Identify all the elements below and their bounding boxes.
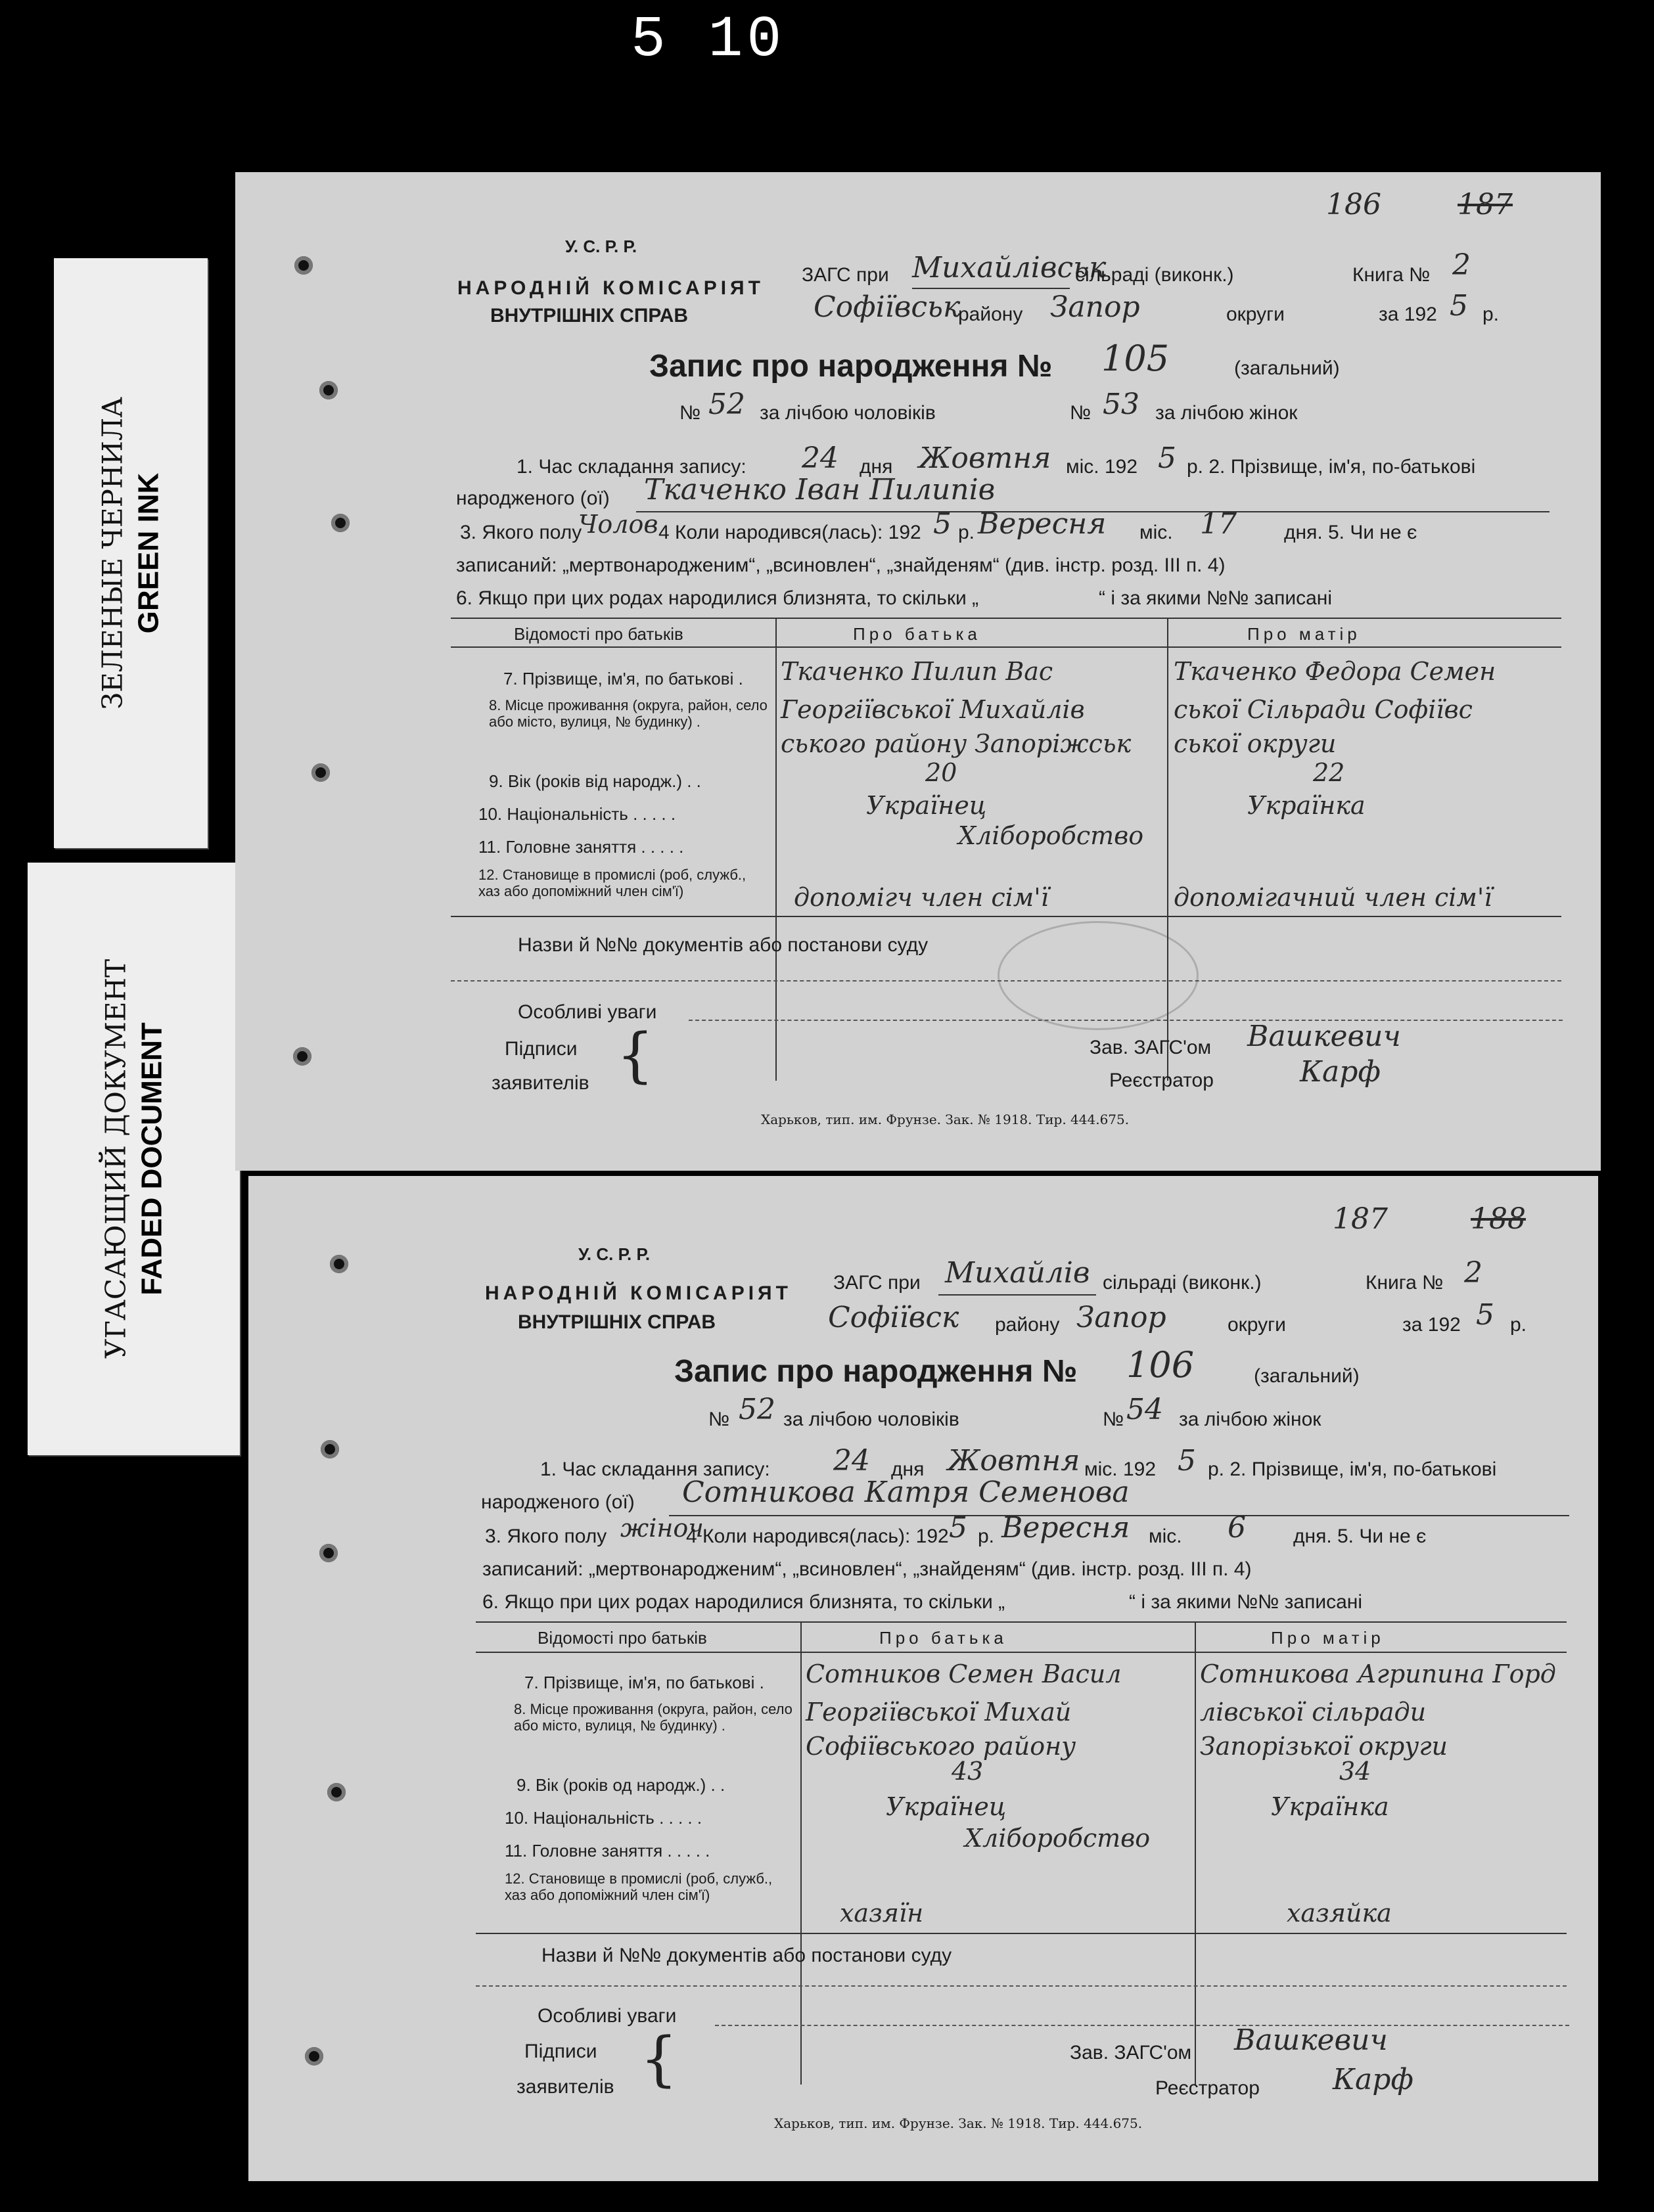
table-divider (800, 1621, 802, 2085)
book-value: 2 (1464, 1256, 1482, 1290)
rayon-label: району (995, 1314, 1060, 1336)
docs-line (476, 1985, 1567, 1987)
row8-label: 8. Місце проживання (округа, район, село або місто, вулиця, № будинку) . (489, 697, 768, 730)
col-mother: Про матір (1247, 624, 1361, 644)
selsovet-value: Михайлів (945, 1256, 1090, 1290)
male-count-label: за лічбою чоловіків (760, 402, 936, 424)
row10-label: 10. Національність . . . . . (478, 804, 676, 824)
zags-label: ЗАГС при (802, 264, 889, 286)
year-label: за 192 (1402, 1314, 1461, 1336)
table-bottom-line (451, 916, 1561, 917)
year-value: 5 (1450, 289, 1468, 323)
sign-label-2: заявителів (492, 1072, 589, 1094)
col-info: Відомості про батьків (514, 624, 683, 644)
registrar-label: Реєстратор (1109, 1070, 1214, 1091)
newborn-name: Сотникова Катря Семенова (682, 1476, 1130, 1509)
row7-label: 7. Прізвище, ім'я, по батькові . (503, 669, 743, 688)
line3-label-d: міс. (1149, 1525, 1182, 1547)
row7-label: 7. Прізвище, ім'я, по батькові . (524, 1673, 764, 1692)
table-header-line (451, 646, 1561, 648)
rayon-value: Софіївск (828, 1301, 959, 1334)
birth-month: Вересня (978, 507, 1107, 541)
father-place-2: ського району Запоріжськ (781, 729, 1132, 758)
faded-stamp (998, 921, 1199, 1030)
row9-label: 9. Вік (років од народж.) . . (517, 1775, 725, 1795)
sign-label-1: Підписи (524, 2041, 597, 2062)
line1-label-d: р. 2. Прізвище, ім'я, по-батькові (1208, 1458, 1497, 1480)
male-no-value: 52 (739, 1393, 775, 1426)
commissariat-line-2: ВНУТРІШНІХ СПРАВ (518, 1311, 716, 1333)
sign-brace: { (616, 1021, 655, 1090)
newborn-label: народженого (ої) (481, 1491, 635, 1513)
notes-label: Особливі уваги (518, 1001, 657, 1023)
father-place-1: Георгіївської Михай (806, 1698, 1072, 1727)
punch-hole (327, 1783, 346, 1801)
female-count-label: за лічбою жінок (1179, 1409, 1321, 1430)
okrug-value: Запор (1050, 290, 1140, 324)
printer-line: Харьков, тип. им. Фрунзе. Зак. № 1918. Тир. 444.675. (761, 1112, 1130, 1127)
page-number-old: 187 (1333, 1202, 1388, 1236)
okrug-label: округи (1226, 304, 1285, 325)
selsovet-label: сільраді (виконк.) (1103, 1272, 1262, 1294)
mother-place-1: лівської сільради (1200, 1698, 1427, 1727)
female-no-value: 54 (1126, 1393, 1163, 1426)
commissariat-line-2: ВНУТРІШНІХ СПРАВ (490, 305, 689, 327)
book-value: 2 (1452, 248, 1471, 282)
line1-label-a: 1. Час складання запису: (540, 1458, 770, 1480)
reg-month: Жовтня (919, 441, 1051, 475)
line3-label-a: 3. Якого полу (485, 1525, 607, 1547)
mother-place-2: Запорізької округи (1200, 1732, 1448, 1761)
line3-label-c: р. (958, 522, 975, 543)
head-signature: Вашкевич (1234, 2023, 1388, 2057)
father-age: 20 (925, 758, 957, 787)
sign-label-1: Підписи (505, 1038, 578, 1060)
head-signature: Вашкевич (1247, 1020, 1401, 1053)
row11-label: 11. Головне заняття . . . . . (478, 837, 684, 857)
reg-year: 5 (1178, 1444, 1196, 1478)
sign-label-2: заявителів (517, 2076, 614, 2098)
punch-hole (319, 1544, 338, 1562)
faded-document-label (28, 863, 240, 1455)
reg-year: 5 (1158, 441, 1176, 475)
ussr-header: У. С. Р. Р. (578, 1244, 651, 1264)
label-en: GREEN INK (131, 472, 164, 634)
row8-label: 8. Місце проживання (округа, район, село або місто, вулиця, № будинку) . (514, 1701, 793, 1734)
mother-name: Ткаченко Федора Семен (1174, 657, 1496, 686)
newborn-label: народженого (ої) (456, 487, 610, 509)
birth-month: Вересня (1001, 1511, 1130, 1545)
line3-label-d: міс. (1139, 522, 1173, 543)
selsovet-label: сільраді (виконк.) (1075, 264, 1234, 286)
punch-hole (321, 1440, 339, 1458)
punch-hole (293, 1047, 311, 1066)
green-ink-label (54, 258, 208, 848)
mother-age: 34 (1339, 1757, 1371, 1786)
birth-day: 6 (1228, 1511, 1246, 1545)
birth-record-card-1 (235, 172, 1601, 1171)
table-top-line (476, 1621, 1567, 1623)
col-mother: Про матір (1271, 1628, 1385, 1648)
father-status: хазяїн (840, 1899, 924, 1928)
notes-line (715, 2025, 1569, 2026)
table-bottom-line (476, 1933, 1567, 1934)
selsovet-value: Михайлівськ (912, 251, 1107, 284)
year-suffix: р. (1482, 304, 1500, 325)
mother-place-2: ської округи (1174, 729, 1337, 758)
punch-hole (305, 2047, 323, 2065)
rayon-label: району (958, 304, 1023, 325)
page-number-new: 188 (1471, 1202, 1526, 1236)
reg-day: 24 (802, 441, 838, 475)
mother-place-1: ської Сільради Софіївс (1174, 695, 1473, 724)
line1-label-a: 1. Час складання запису: (517, 456, 747, 478)
occupation: Хліборобство (965, 1824, 1151, 1853)
mother-name: Сотникова Агрипина Горд (1200, 1659, 1556, 1688)
mother-nationality: Українка (1271, 1792, 1389, 1821)
mother-status: хазяйка (1287, 1899, 1392, 1928)
line5-label-b: “ і за якими №№ записані (1129, 1591, 1363, 1613)
sign-brace: { (640, 2025, 678, 2094)
line3-label-a: 3. Якого полу (460, 522, 582, 543)
father-name: Сотников Семен Васил (806, 1659, 1122, 1688)
printer-line: Харьков, тип. им. Фрунзе. Зак. № 1918. Тир. 444.675. (774, 2115, 1143, 2131)
record-title: Запис про народження № (649, 349, 1053, 384)
page-number-new: 187 (1458, 188, 1513, 221)
father-nationality: Українец (886, 1792, 1007, 1821)
col-father: Про батька (853, 624, 981, 644)
mother-status: допомігачний член сім'ї (1174, 883, 1492, 912)
mother-nationality: Українка (1247, 791, 1366, 820)
birth-day: 17 (1200, 507, 1237, 541)
year-value: 5 (1476, 1298, 1494, 1332)
line3-label-e: дня. 5. Чи не є (1293, 1525, 1427, 1547)
line1-label-c: міс. 192 (1084, 1458, 1157, 1480)
line1-label-d: р. 2. Прізвище, ім'я, по-батькові (1187, 456, 1476, 478)
line3-label-b: 4 Коли народився(лась): 192 (686, 1525, 949, 1547)
father-age: 43 (952, 1757, 984, 1786)
father-place-1: Георгіївської Михайлів (781, 695, 1085, 724)
female-no-label: № (1103, 1409, 1124, 1430)
registrar-signature: Карф (1300, 1055, 1381, 1089)
record-title: Запис про народження № (674, 1354, 1078, 1389)
father-status: допомігч член сім'ї (794, 883, 1049, 912)
punch-hole (331, 514, 350, 532)
line4-label: записаний: „мертвонародженим“, „всиновлен“, „знайденям“ (див. інстр. розд. III п. 4) (456, 554, 1226, 576)
ussr-header: У. С. Р. Р. (565, 237, 637, 256)
commissariat-line-1: НАРОДНІЙ КОМІСАРІЯТ (457, 277, 764, 299)
label-en: FADED DOCUMENT (135, 1022, 168, 1296)
punch-hole (311, 763, 330, 782)
row12-label: 12. Становище в промислі (роб, служб., хаз або допоміжний член сім'ї) (478, 867, 747, 899)
record-number: 106 (1126, 1344, 1195, 1386)
table-header-line (476, 1652, 1567, 1653)
birth-year: 5 (933, 507, 952, 541)
registrar-signature: Карф (1333, 2063, 1413, 2096)
notes-label: Особливі уваги (538, 2005, 677, 2027)
father-place-2: Софіївського району (806, 1732, 1076, 1761)
punch-hole (330, 1255, 348, 1273)
general-label: (загальний) (1234, 357, 1340, 379)
birth-record-card-2 (248, 1176, 1598, 2181)
punch-hole (319, 381, 338, 399)
commissariat-line-1: НАРОДНІЙ КОМІСАРІЯТ (485, 1282, 792, 1304)
label-ru: УГАСАЮЩИЙ ДОКУМЕНТ (99, 959, 131, 1359)
sex-value: жіноч (620, 1514, 704, 1543)
line5-label-b: “ і за якими №№ записані (1099, 587, 1333, 609)
punch-hole (294, 256, 313, 275)
male-count-label: за лічбою чоловіків (783, 1409, 959, 1430)
row9-label: 9. Вік (років від народж.) . . (489, 771, 701, 791)
docs-label: Назви й №№ документів або постанови суду (541, 1945, 952, 1966)
line3-label-b: 4 Коли народився(лась): 192 (658, 522, 921, 543)
selsovet-line (912, 288, 1070, 289)
reg-day: 24 (833, 1444, 870, 1478)
row10-label: 10. Національність . . . . . (505, 1808, 702, 1828)
reg-month: Жовтня (948, 1444, 1080, 1478)
head-label: Зав. ЗАГС'ом (1090, 1037, 1212, 1058)
head-label: Зав. ЗАГС'ом (1070, 2042, 1192, 2064)
label-ru: ЗЕЛЕНЫЕ ЧЕРНИЛА (96, 397, 129, 710)
line1-label-b: дня (860, 456, 893, 478)
notes-line (689, 1020, 1563, 1021)
book-label: Книга № (1352, 264, 1431, 286)
female-no-value: 53 (1103, 388, 1139, 421)
mother-age: 22 (1313, 758, 1345, 787)
selsovet-line (938, 1294, 1096, 1296)
occupation: Хліборобство (958, 821, 1144, 850)
table-divider (1195, 1621, 1196, 2085)
line5-label-a: 6. Якщо при цих родах народилися близнята, то скільки „ (456, 587, 979, 609)
rayon-value: Софіївськ (814, 290, 961, 324)
okrug-value: Запор (1076, 1301, 1166, 1334)
year-suffix: р. (1510, 1314, 1527, 1336)
book-label: Книга № (1366, 1272, 1444, 1294)
line3-label-c: р. (978, 1525, 995, 1547)
year-label: за 192 (1379, 304, 1437, 325)
line5-label-a: 6. Якщо при цих родах народилися близнята, то скільки „ (482, 1591, 1005, 1613)
archive-number: 5 10 (631, 8, 786, 73)
newborn-name: Ткаченко Іван Пилипів (644, 473, 996, 507)
table-top-line (451, 618, 1561, 619)
birth-year: 5 (949, 1511, 967, 1545)
male-no-label: № (708, 1409, 730, 1430)
female-count-label: за лічбою жінок (1155, 402, 1298, 424)
line3-label-e: дня. 5. Чи не є (1284, 522, 1417, 543)
father-name: Ткаченко Пилип Вас (781, 657, 1053, 686)
general-label: (загальний) (1254, 1365, 1360, 1387)
line1-label-c: міс. 192 (1066, 456, 1138, 478)
male-no-label: № (679, 402, 701, 424)
female-no-label: № (1070, 402, 1091, 424)
line4-label: записаний: „мертвонародженим“, „всиновлен“, „знайденям“ (див. інстр. розд. III п. 4) (482, 1558, 1252, 1580)
male-no-value: 52 (708, 388, 745, 421)
table-divider (775, 618, 777, 1081)
zags-label: ЗАГС при (833, 1272, 921, 1294)
row11-label: 11. Головне заняття . . . . . (505, 1841, 710, 1861)
sex-value: Чолов (578, 510, 658, 539)
record-number: 105 (1101, 338, 1170, 379)
father-nationality: Українец (866, 791, 987, 820)
registrar-label: Реєстратор (1155, 2077, 1260, 2099)
col-father: Про батька (879, 1628, 1007, 1648)
line1-label-b: дня (891, 1458, 925, 1480)
col-info: Відомості про батьків (538, 1628, 707, 1648)
page-number-old: 186 (1326, 188, 1381, 221)
docs-label: Назви й №№ документів або постанови суду (518, 934, 929, 956)
okrug-label: округи (1228, 1314, 1286, 1336)
row12-label: 12. Становище в промислі (роб, служб., хаз або допоміжний член сім'ї) (505, 1870, 773, 1903)
